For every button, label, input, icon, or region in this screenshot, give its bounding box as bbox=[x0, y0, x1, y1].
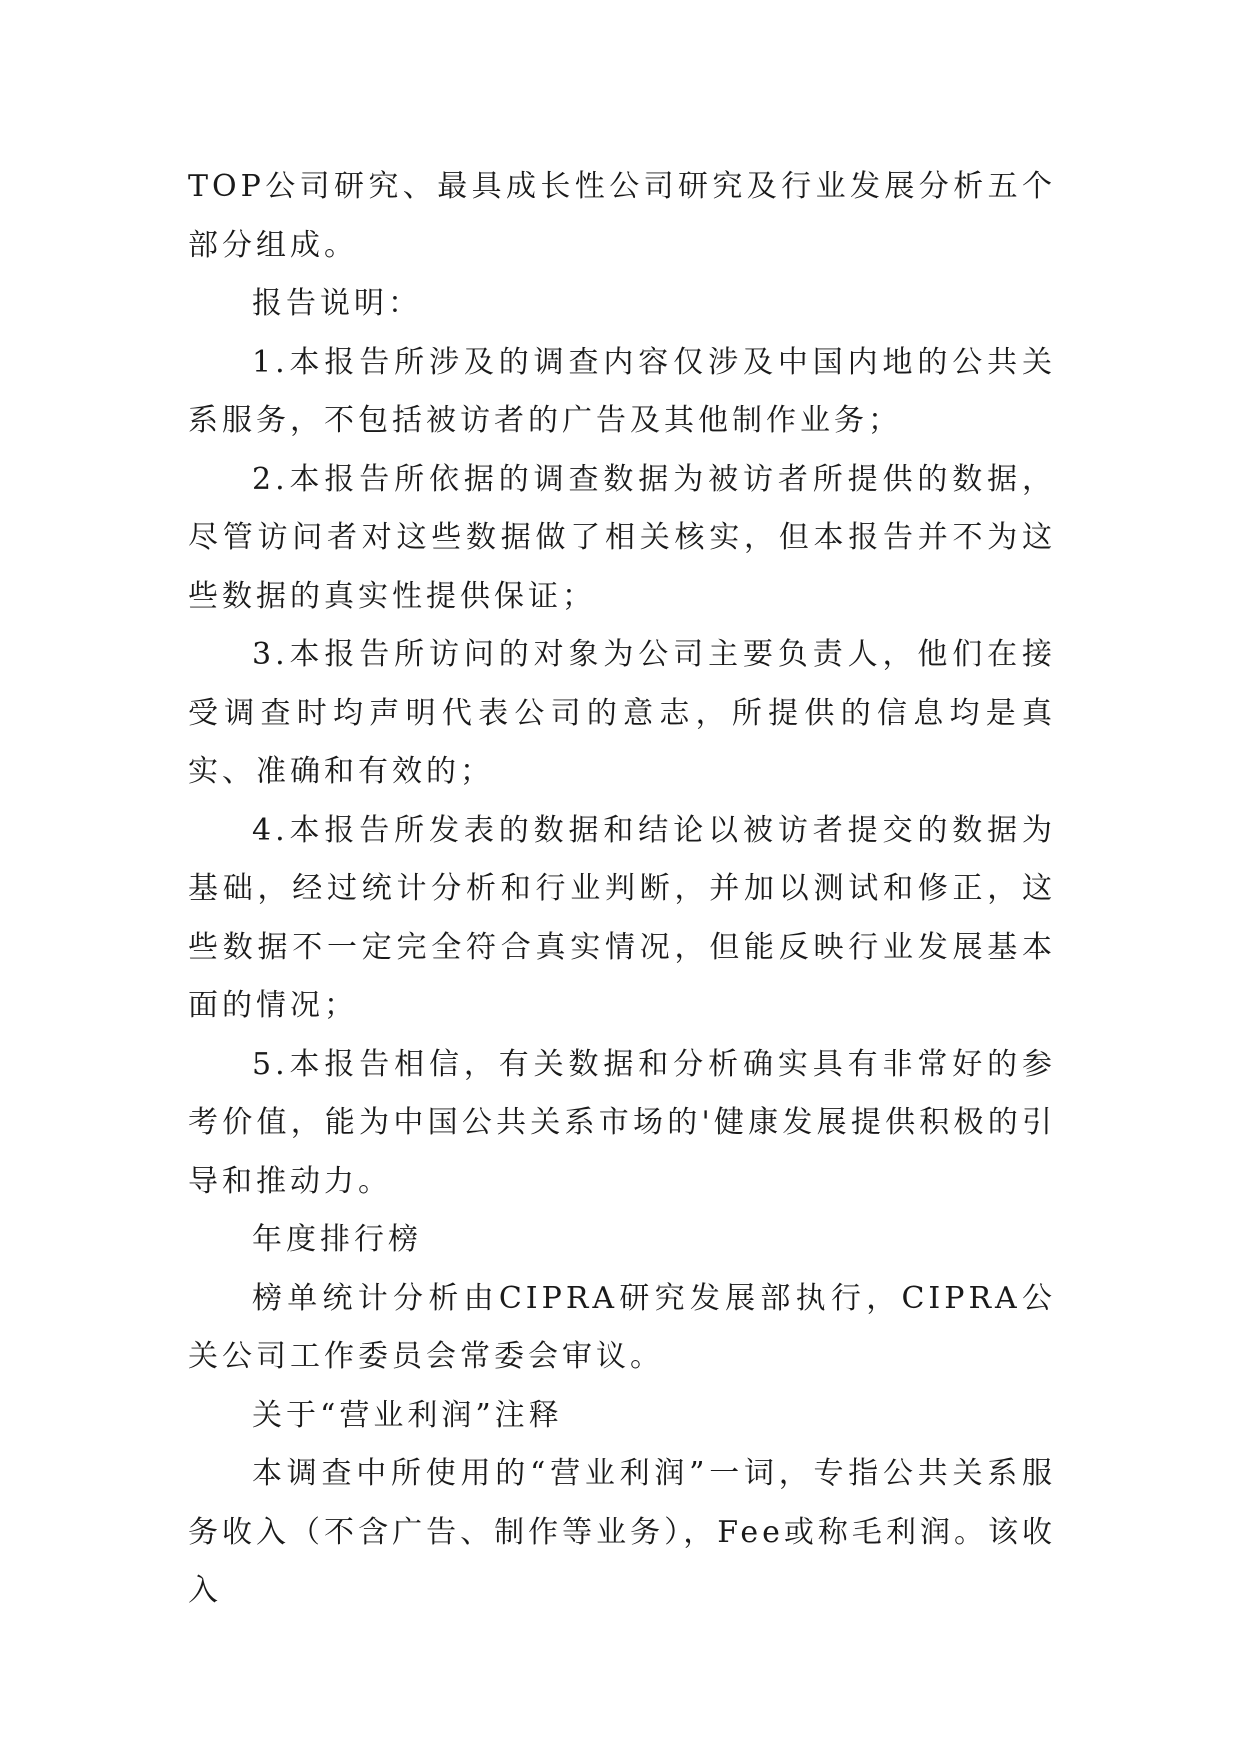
paragraph-annual-ranking-heading: 年度排行榜 bbox=[252, 1222, 422, 1257]
paragraph-note-4: 4.本报告所发表的数据和结论以被访者提交的数据为基础，经过统计分析和行业判断，并加以测试和修正，这些数据不一定完全符合真实情况，但能反映行业发展基本面的情况； bbox=[188, 812, 1056, 1023]
paragraph-operating-profit-heading: 关于“营业利润”注释 bbox=[252, 1397, 563, 1433]
paragraph-note-5: 5.本报告相信，有关数据和分析确实具有非常好的参考价值，能为中国公共关系市场的'健康发展提供积极的引导和推动力。 bbox=[188, 1046, 1056, 1199]
paragraph-note-1: 1.本报告所涉及的调查内容仅涉及中国内地的公共关系服务，不包括被访者的广告及其他制作业务； bbox=[188, 344, 1056, 438]
document-body bbox=[188, 158, 1056, 1621]
paragraph-note-3: 3.本报告所访问的对象为公司主要负责人，他们在接受调查时均声明代表公司的意志，所提供的信息均是真实、准确和有效的； bbox=[188, 637, 1056, 789]
paragraph-note-2: 2.本报告所依据的调查数据为被访者所提供的数据，尽管访问者对这些数据做了相关核实，但本报告并不为这些数据的真实性提供保证； bbox=[188, 461, 1056, 614]
paragraph-report-notes-heading: 报告说明： bbox=[252, 286, 422, 321]
paragraph-intro-continuation: TOP公司研究、最具成长性公司研究及行业发展分析五个部分组成。 bbox=[188, 169, 1056, 263]
paragraph-operating-profit-definition: 本调查中所使用的“营业利润”一词，专指公共关系服务收入（不含广告、制作等业务），Fee或称毛利润。该收入 bbox=[188, 1456, 1056, 1608]
paragraph-ranking-description: 榜单统计分析由CIPRA研究发展部执行，CIPRA公关公司工作委员会常委会审议。 bbox=[188, 1280, 1056, 1374]
